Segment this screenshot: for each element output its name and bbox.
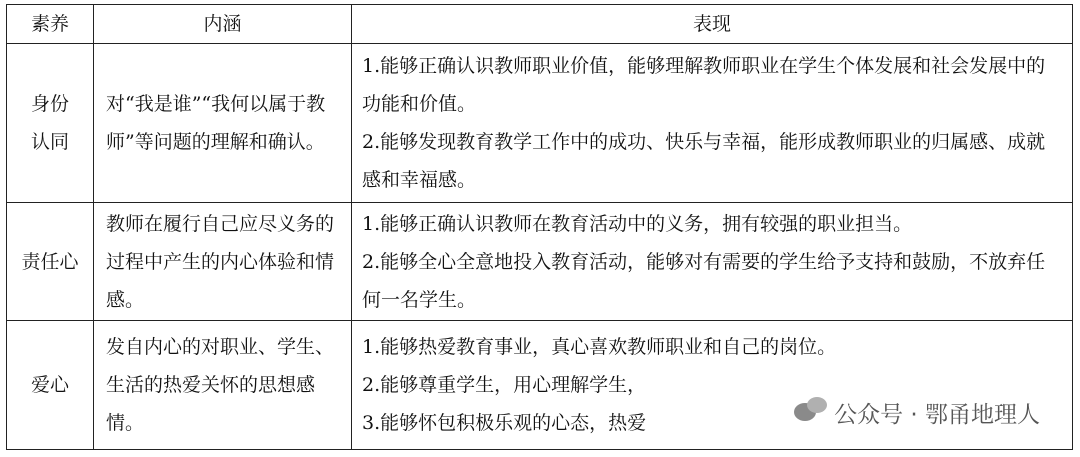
performance-item: 2.能够尊重学生，用心理解学生，	[362, 374, 647, 397]
table-row	[7, 321, 1073, 450]
literacy-table	[6, 4, 1073, 450]
literacy-meaning: 对“我是谁”“我何以属于教师”等问题的理解和确认。	[94, 44, 352, 203]
literacy-meaning: 发自内心的对职业、学生、生活的热爱关怀的思想感情。	[94, 321, 352, 450]
header-literacy: 素养	[7, 5, 94, 44]
literacy-name-line: 认同	[30, 130, 69, 153]
header-performance: 表现	[352, 5, 1073, 44]
literacy-name	[7, 44, 94, 203]
literacy-performance	[352, 321, 1073, 450]
table-row	[7, 202, 1073, 321]
performance-item: 1.能够正确认识教师在教育活动中的义务，拥有较强的职业担当。	[362, 212, 913, 235]
literacy-name: 爱心	[7, 321, 94, 450]
literacy-name: 责任心	[7, 202, 94, 321]
watermark-text: 公众号 · 鄂甬地理人	[834, 401, 1040, 428]
literacy-name-line: 身份	[30, 92, 69, 115]
performance-item: 2.能够全心全意地投入教育活动，能够对有需要的学生给予支持和鼓励，不放弃任何一名学生。	[362, 250, 1046, 311]
literacy-performance	[352, 44, 1073, 203]
performance-item: 2.能够发现教育教学工作中的成功、快乐与幸福，能形成教师职业的归属感、成就感和幸福感。	[362, 130, 1046, 191]
table-row	[7, 44, 1073, 203]
literacy-meaning: 教师在履行自己应尽义务的过程中产生的内心体验和情感。	[94, 202, 352, 321]
performance-item: 3.能够怀包积极乐观的心态，热爱	[362, 412, 647, 435]
header-meaning: 内涵	[94, 5, 352, 44]
wechat-icon	[794, 397, 828, 427]
table-header-row	[7, 5, 1073, 44]
performance-item: 1.能够正确认识教师职业价值，能够理解教师职业在学生个体发展和社会发展中的功能和价值。	[362, 54, 1046, 115]
watermark	[788, 394, 1046, 430]
performance-item: 1.能够热爱教育事业，真心喜欢教师职业和自己的岗位。	[362, 336, 837, 359]
literacy-performance	[352, 202, 1073, 321]
